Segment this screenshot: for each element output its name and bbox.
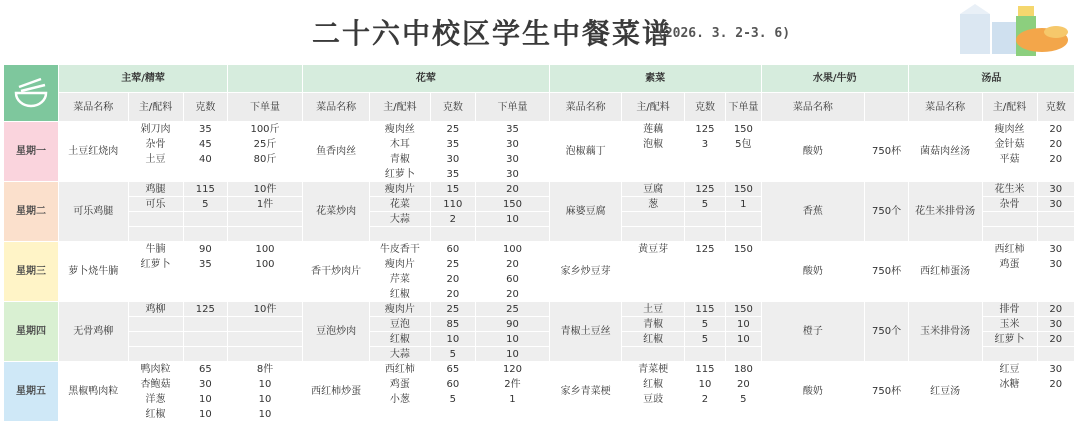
main-ingredient: 杏鲍菇 bbox=[128, 377, 183, 392]
flower-dish-name: 鱼香肉丝 bbox=[302, 122, 369, 182]
flower-ingredient: 西红柿 bbox=[370, 362, 430, 377]
soup-ingredient: 玉米 bbox=[982, 317, 1037, 332]
veg-grams: 115 bbox=[684, 362, 726, 377]
veg-order: 150 bbox=[726, 182, 761, 197]
category-soup: 汤品 bbox=[908, 65, 1074, 93]
main-dish-name: 萝卜烧牛腩 bbox=[59, 242, 129, 302]
flower-order: 120 bbox=[476, 362, 550, 377]
fruit-quantity: 750杯 bbox=[865, 122, 909, 182]
soup-grams: 30 bbox=[1037, 362, 1074, 377]
soup-dish-name: 菌菇肉丝汤 bbox=[908, 122, 982, 182]
header-dish: 菜品名称 bbox=[302, 93, 369, 122]
veg-ingredient: 泡椒 bbox=[622, 137, 684, 152]
milk-decoration-icon bbox=[960, 2, 1070, 60]
soup-ingredient: 金针菇 bbox=[982, 137, 1037, 152]
flower-order: 30 bbox=[476, 152, 550, 167]
main-grams: 30 bbox=[183, 377, 228, 392]
flower-grams: 20 bbox=[430, 272, 476, 287]
flower-ingredient: 木耳 bbox=[370, 137, 430, 152]
header-dish: 菜品名称 bbox=[549, 93, 622, 122]
flower-ingredient: 红椒 bbox=[370, 332, 430, 347]
header-grams: 克数 bbox=[684, 93, 726, 122]
flower-grams: 25 bbox=[430, 122, 476, 137]
main-ingredient: 红萝卜 bbox=[128, 257, 183, 272]
fruit-name: 酸奶 bbox=[761, 242, 865, 302]
veg-dish-name: 青椒土豆丝 bbox=[549, 302, 622, 362]
main-ingredient: 可乐 bbox=[128, 197, 183, 212]
category-row bbox=[4, 65, 1075, 93]
soup-grams: 20 bbox=[1037, 137, 1074, 152]
main-grams: 90 bbox=[183, 242, 228, 257]
header-order: 下单量 bbox=[476, 93, 550, 122]
header-order: 下单量 bbox=[726, 93, 761, 122]
main-order: 100斤 bbox=[228, 122, 303, 137]
main-grams: 5 bbox=[183, 197, 228, 212]
flower-ingredient: 大蒜 bbox=[370, 347, 430, 362]
day-label: 星期三 bbox=[4, 242, 59, 302]
header-dish: 菜品名称 bbox=[59, 93, 129, 122]
veg-ingredient: 黄豆芽 bbox=[622, 242, 684, 257]
soup-dish-name: 玉米排骨汤 bbox=[908, 302, 982, 362]
veg-ingredient: 莲藕 bbox=[622, 122, 684, 137]
veg-grams: 115 bbox=[684, 302, 726, 317]
veg-grams: 3 bbox=[684, 137, 726, 152]
flower-ingredient: 红萝卜 bbox=[370, 167, 430, 182]
main-order: 100 bbox=[228, 242, 303, 257]
fruit-quantity: 750个 bbox=[865, 302, 909, 362]
veg-grams: 125 bbox=[684, 182, 726, 197]
header-ingredient: 主/配料 bbox=[370, 93, 430, 122]
veg-ingredient: 土豆 bbox=[622, 302, 684, 317]
veg-ingredient: 红椒 bbox=[622, 377, 684, 392]
flower-ingredient: 豆泡 bbox=[370, 317, 430, 332]
header-order: 下单量 bbox=[228, 93, 303, 122]
main-order: 10 bbox=[228, 392, 303, 407]
main-grams: 45 bbox=[183, 137, 228, 152]
main-dish-name: 土豆红烧肉 bbox=[59, 122, 129, 182]
fruit-name: 香蕉 bbox=[761, 182, 865, 242]
soup-dish-name: 红豆汤 bbox=[908, 362, 982, 422]
day-row-tue bbox=[4, 182, 1075, 197]
main-ingredient: 杂骨 bbox=[128, 137, 183, 152]
soup-ingredient: 西红柿 bbox=[982, 242, 1037, 257]
main-ingredient: 剁刀肉 bbox=[128, 122, 183, 137]
main-order: 10件 bbox=[228, 302, 303, 317]
flower-order: 35 bbox=[476, 122, 550, 137]
flower-order: 150 bbox=[476, 197, 550, 212]
main-ingredient: 鸭肉粒 bbox=[128, 362, 183, 377]
veg-grams: 5 bbox=[684, 332, 726, 347]
flower-ingredient: 芹菜 bbox=[370, 272, 430, 287]
fruit-name: 橙子 bbox=[761, 302, 865, 362]
flower-dish-name: 西红柿炒蛋 bbox=[302, 362, 369, 422]
main-order: 10 bbox=[228, 377, 303, 392]
veg-order: 10 bbox=[726, 317, 761, 332]
flower-grams: 60 bbox=[430, 242, 476, 257]
main-dish-name: 可乐鸡腿 bbox=[59, 182, 129, 242]
flower-grams: 15 bbox=[430, 182, 476, 197]
soup-grams: 30 bbox=[1037, 197, 1074, 212]
flower-ingredient: 瘦肉片 bbox=[370, 302, 430, 317]
header-ingredient: 主/配料 bbox=[128, 93, 183, 122]
soup-ingredient: 红萝卜 bbox=[982, 332, 1037, 347]
flower-grams: 25 bbox=[430, 302, 476, 317]
main-ingredient: 红椒 bbox=[128, 407, 183, 422]
flower-grams: 65 bbox=[430, 362, 476, 377]
flower-order: 100 bbox=[476, 242, 550, 257]
flower-grams: 110 bbox=[430, 197, 476, 212]
veg-ingredient: 豆腐 bbox=[622, 182, 684, 197]
flower-grams: 35 bbox=[430, 137, 476, 152]
veg-order: 180 bbox=[726, 362, 761, 377]
flower-ingredient: 大蒜 bbox=[370, 212, 430, 227]
flower-ingredient: 花菜 bbox=[370, 197, 430, 212]
day-label: 星期一 bbox=[4, 122, 59, 182]
veg-ingredient: 青椒 bbox=[622, 317, 684, 332]
category-main: 主荤/精荤 bbox=[59, 65, 228, 93]
flower-order: 30 bbox=[476, 137, 550, 152]
main-order: 100 bbox=[228, 257, 303, 272]
fruit-name: 酸奶 bbox=[761, 362, 865, 422]
flower-order: 90 bbox=[476, 317, 550, 332]
veg-dish-name: 家乡炒豆芽 bbox=[549, 242, 622, 302]
soup-ingredient: 平菇 bbox=[982, 152, 1037, 167]
flower-grams: 2 bbox=[430, 212, 476, 227]
flower-order: 2件 bbox=[476, 377, 550, 392]
veg-order: 150 bbox=[726, 122, 761, 137]
main-grams: 10 bbox=[183, 392, 228, 407]
soup-ingredient: 红豆 bbox=[982, 362, 1037, 377]
subheader-row bbox=[4, 93, 1075, 122]
soup-dish-name: 花生米排骨汤 bbox=[908, 182, 982, 242]
bowl-chopsticks-icon bbox=[11, 73, 51, 113]
flower-grams: 5 bbox=[430, 392, 476, 407]
main-grams: 35 bbox=[183, 122, 228, 137]
soup-ingredient: 冰糖 bbox=[982, 377, 1037, 392]
main-ingredient: 洋葱 bbox=[128, 392, 183, 407]
day-row-thu bbox=[4, 302, 1075, 317]
veg-dish-name: 麻婆豆腐 bbox=[549, 182, 622, 242]
main-grams: 40 bbox=[183, 152, 228, 167]
veg-grams: 10 bbox=[684, 377, 726, 392]
main-dish-name: 黑椒鸭肉粒 bbox=[59, 362, 129, 422]
flower-ingredient: 鸡蛋 bbox=[370, 377, 430, 392]
soup-dish-name: 西红柿蛋汤 bbox=[908, 242, 982, 302]
main-order: 8件 bbox=[228, 362, 303, 377]
soup-ingredient: 杂骨 bbox=[982, 197, 1037, 212]
soup-grams: 30 bbox=[1037, 182, 1074, 197]
flower-order: 1 bbox=[476, 392, 550, 407]
header-grams: 克数 bbox=[1037, 93, 1074, 122]
veg-dish-name: 泡椒藕丁 bbox=[549, 122, 622, 182]
header-ingredient: 主/配料 bbox=[982, 93, 1037, 122]
soup-ingredient: 瘦肉丝 bbox=[982, 122, 1037, 137]
category-flower: 花荤 bbox=[302, 65, 549, 93]
flower-order: 20 bbox=[476, 182, 550, 197]
flower-ingredient: 瘦肉丝 bbox=[370, 122, 430, 137]
day-label: 星期五 bbox=[4, 362, 59, 422]
flower-grams: 5 bbox=[430, 347, 476, 362]
veg-order: 5包 bbox=[726, 137, 761, 152]
main-grams: 65 bbox=[183, 362, 228, 377]
main-dish-name: 无骨鸡柳 bbox=[59, 302, 129, 362]
soup-grams: 20 bbox=[1037, 332, 1074, 347]
veg-grams: 125 bbox=[684, 122, 726, 137]
soup-grams: 20 bbox=[1037, 377, 1074, 392]
day-row-fri bbox=[4, 362, 1075, 377]
main-grams: 115 bbox=[183, 182, 228, 197]
flower-order: 10 bbox=[476, 212, 550, 227]
flower-grams: 60 bbox=[430, 377, 476, 392]
main-order: 80斤 bbox=[228, 152, 303, 167]
flower-grams: 85 bbox=[430, 317, 476, 332]
corner-cell bbox=[4, 65, 59, 122]
flower-ingredient: 牛皮香干 bbox=[370, 242, 430, 257]
veg-ingredient: 青菜梗 bbox=[622, 362, 684, 377]
veg-order: 1 bbox=[726, 197, 761, 212]
main-ingredient: 鸡柳 bbox=[128, 302, 183, 317]
flower-order: 10 bbox=[476, 347, 550, 362]
header-dish: 菜品名称 bbox=[761, 93, 865, 122]
main-grams: 35 bbox=[183, 257, 228, 272]
flower-order: 25 bbox=[476, 302, 550, 317]
flower-grams: 30 bbox=[430, 152, 476, 167]
category-veg: 素菜 bbox=[549, 65, 761, 93]
flower-grams: 20 bbox=[430, 287, 476, 302]
veg-ingredient: 豆豉 bbox=[622, 392, 684, 407]
menu-table bbox=[3, 64, 1075, 422]
flower-order: 10 bbox=[476, 332, 550, 347]
soup-grams: 20 bbox=[1037, 302, 1074, 317]
soup-grams: 20 bbox=[1037, 152, 1074, 167]
main-ingredient: 牛腩 bbox=[128, 242, 183, 257]
flower-grams: 10 bbox=[430, 332, 476, 347]
day-label: 星期二 bbox=[4, 182, 59, 242]
flower-order: 60 bbox=[476, 272, 550, 287]
flower-ingredient: 瘦肉片 bbox=[370, 257, 430, 272]
veg-order: 10 bbox=[726, 332, 761, 347]
fruit-quantity: 750杯 bbox=[865, 362, 909, 422]
main-grams: 125 bbox=[183, 302, 228, 317]
soup-ingredient: 排骨 bbox=[982, 302, 1037, 317]
main-order: 25斤 bbox=[228, 137, 303, 152]
title-bar bbox=[0, 0, 1080, 62]
date-range: (2026. 3. 2-3. 6) bbox=[657, 26, 791, 41]
main-ingredient: 鸡腿 bbox=[128, 182, 183, 197]
day-label: 星期四 bbox=[4, 302, 59, 362]
main-order: 10件 bbox=[228, 182, 303, 197]
flower-ingredient: 瘦肉片 bbox=[370, 182, 430, 197]
flower-dish-name: 豆泡炒肉 bbox=[302, 302, 369, 362]
main-order: 10 bbox=[228, 407, 303, 422]
main-grams: 10 bbox=[183, 407, 228, 422]
flower-order: 30 bbox=[476, 167, 550, 182]
page-title: 二十六中校区学生中餐菜谱 bbox=[312, 17, 673, 50]
veg-order: 150 bbox=[726, 302, 761, 317]
soup-grams: 30 bbox=[1037, 257, 1074, 272]
soup-ingredient: 鸡蛋 bbox=[982, 257, 1037, 272]
flower-grams: 35 bbox=[430, 167, 476, 182]
main-order: 1件 bbox=[228, 197, 303, 212]
flower-ingredient: 青椒 bbox=[370, 152, 430, 167]
fruit-quantity: 750个 bbox=[865, 182, 909, 242]
soup-grams: 20 bbox=[1037, 122, 1074, 137]
veg-order: 20 bbox=[726, 377, 761, 392]
flower-dish-name: 香干炒肉片 bbox=[302, 242, 369, 302]
header-dish: 菜品名称 bbox=[908, 93, 982, 122]
day-row-mon bbox=[4, 122, 1075, 137]
veg-dish-name: 家乡青菜梗 bbox=[549, 362, 622, 422]
flower-dish-name: 花菜炒肉 bbox=[302, 182, 369, 242]
flower-order: 20 bbox=[476, 287, 550, 302]
header-ingredient: 主/配料 bbox=[622, 93, 684, 122]
veg-order: 5 bbox=[726, 392, 761, 407]
veg-grams: 5 bbox=[684, 317, 726, 332]
header-grams: 克数 bbox=[183, 93, 228, 122]
veg-grams: 2 bbox=[684, 392, 726, 407]
fruit-quantity: 750杯 bbox=[865, 242, 909, 302]
category-fruit: 水果/牛奶 bbox=[761, 65, 908, 93]
soup-grams: 30 bbox=[1037, 317, 1074, 332]
flower-grams: 25 bbox=[430, 257, 476, 272]
soup-ingredient: 花生米 bbox=[982, 182, 1037, 197]
day-row-wed bbox=[4, 242, 1075, 257]
veg-grams: 125 bbox=[684, 242, 726, 257]
veg-grams: 5 bbox=[684, 197, 726, 212]
veg-order: 150 bbox=[726, 242, 761, 257]
flower-order: 20 bbox=[476, 257, 550, 272]
fruit-name: 酸奶 bbox=[761, 122, 865, 182]
soup-grams: 30 bbox=[1037, 242, 1074, 257]
flower-ingredient: 红椒 bbox=[370, 287, 430, 302]
header-grams: 克数 bbox=[430, 93, 476, 122]
main-ingredient: 土豆 bbox=[128, 152, 183, 167]
veg-ingredient: 红椒 bbox=[622, 332, 684, 347]
veg-ingredient: 葱 bbox=[622, 197, 684, 212]
flower-ingredient: 小葱 bbox=[370, 392, 430, 407]
